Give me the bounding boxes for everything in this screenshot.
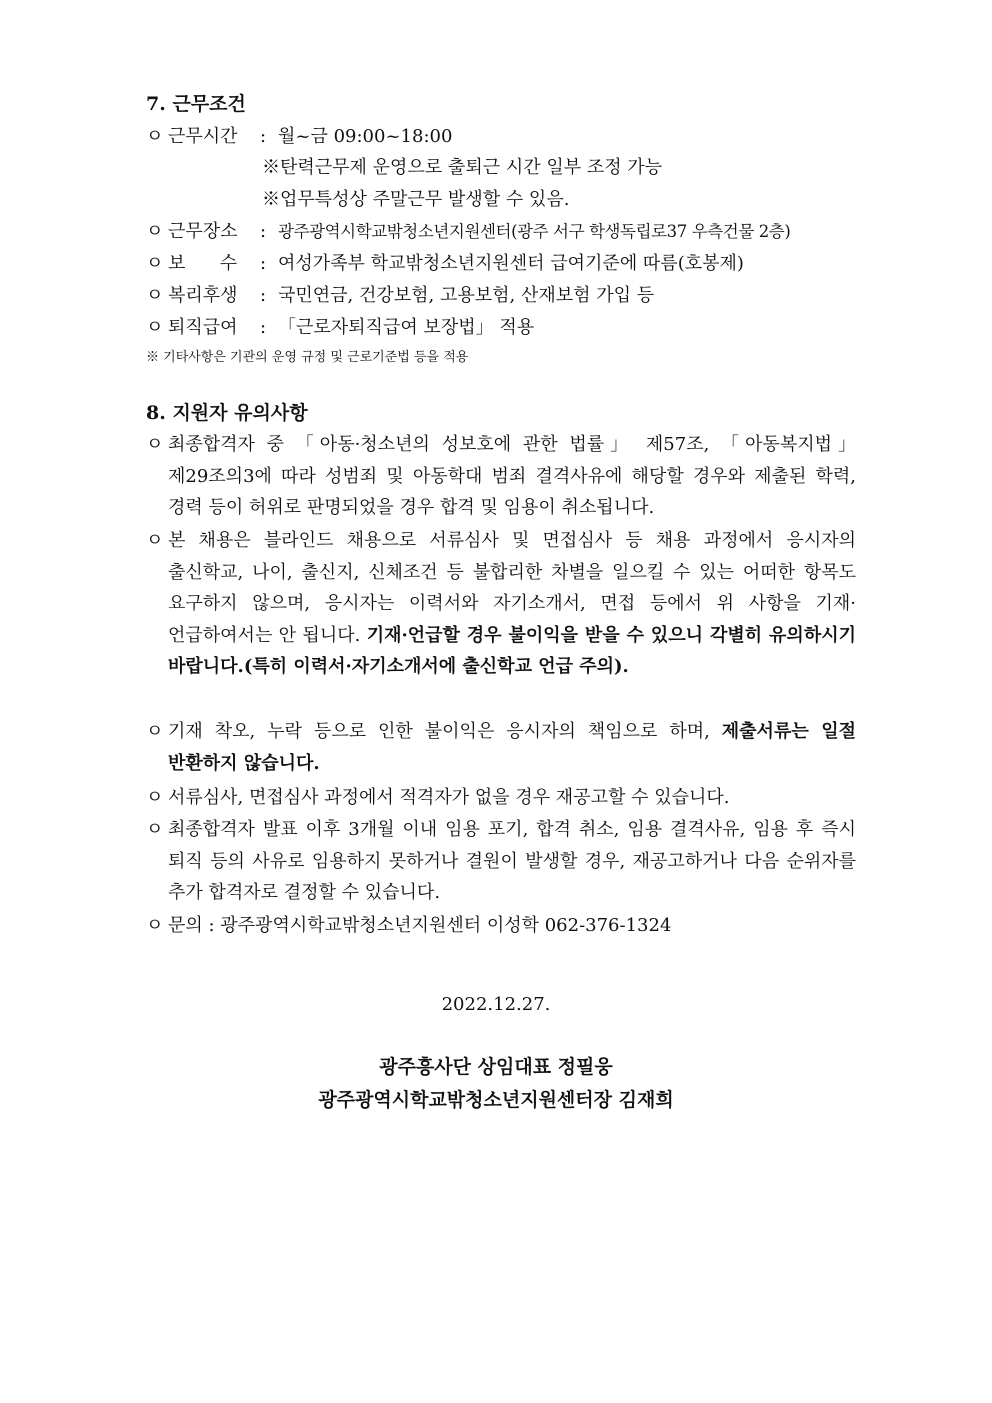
salary-value: 여성가족부 학교밖청소년지원센터 급여기준에 따름(호봉제): [278, 253, 744, 274]
notice-item-5: ㅇ 최종합격자 발표 이후 3개월 이내 임용 포기, 합격 취소, 임용 결격사유, 임용 후 즉시 퇴직 등의 사유로 임용하지 못하거나 결원이 발생할 경우, 재공고하거나 다음 순위자를 추가 합격자로 결정할 수 있습니다.: [146, 814, 856, 909]
bullet-icon: ㅇ: [146, 221, 164, 242]
notice-item-contact: ㅇ 문의 : 광주광역시학교밖청소년지원센터 이성학 062-376-1324: [146, 910, 856, 942]
notice-item-2-emphasis: 기재·언급할 경우 불이익을 받을 수 있으니 각별히 유의하시기 바랍니다.(특히 이력서·자기소개서에 출신학교 언급 주의).: [168, 624, 856, 677]
notice-item-3-emphasis: 제출서류는 일절 반환하지 않습니다.: [168, 721, 857, 774]
retirement-value: 「근로자퇴직급여 보장법」 적용: [278, 317, 535, 338]
work-location-value: 광주광역시학교밖청소년지원센터(광주 서구 학생독립로37 우측건물 2층): [278, 222, 791, 241]
signer-2: 광주광역시학교밖청소년지원센터장 김재희: [318, 1089, 674, 1111]
bullet-icon: ㅇ: [146, 530, 164, 551]
bullet-icon: ㅇ: [146, 126, 164, 147]
announcement-date: 2022.12.27.: [441, 994, 551, 1015]
work-location-label: 근무장소: [168, 221, 238, 242]
section-8-title: 8. 지원자 유의사항: [146, 402, 308, 424]
work-hours-label: 근무시간: [168, 126, 238, 147]
welfare-row: ㅇ 복리후생 : 국민연금, 건강보험, 고용보험, 산재보험 가입 등: [146, 283, 654, 309]
bullet-icon: ㅇ: [146, 787, 164, 808]
section-7-title: 7. 근무조건: [146, 93, 246, 115]
salary-label: 보 수: [168, 253, 238, 274]
work-hours-value: 월~금 09:00~18:00: [278, 126, 453, 147]
notice-item-3: ㅇ 기재 착오, 누락 등으로 인한 불이익은 응시자의 책임으로 하며, 제출서류는 일절 반환하지 않습니다.: [146, 716, 856, 779]
bullet-icon: ㅇ: [146, 819, 164, 840]
work-location-row: ㅇ 근무장소 : 광주광역시학교밖청소년지원센터(광주 서구 학생독립로37 우측건물 2층): [146, 219, 790, 245]
notice-item-2: ㅇ 본 채용은 블라인드 채용으로 서류심사 및 면접심사 등 채용 과정에서 응시자의 출신학교, 나이, 출신지, 신체조건 등 불합리한 차별을 일으킬 수 있는 어떠한 항목도 요구하지 않으며, 응시자는 이력서와 자기소개서, 면접 등에서 위 사항을 기재·언급하여서는 안 됩니다. 기재·언급할 경우 불이익을 받을 수 있으니 각별히 유의하시기 바랍니다.(특히 이력서·자기소개서에 출신학교 언급 주의).: [146, 525, 856, 683]
bullet-icon: ㅇ: [146, 285, 164, 306]
bullet-icon: ㅇ: [146, 721, 164, 742]
work-hours-note-flex: ※탄력근무제 운영으로 출퇴근 시간 일부 조정 가능: [262, 157, 663, 178]
work-hours-note-weekend: ※업무특성상 주말근무 발생할 수 있음.: [262, 189, 570, 210]
bullet-icon: ㅇ: [146, 915, 164, 936]
bullet-icon: ㅇ: [146, 253, 164, 274]
work-hours-row: ㅇ 근무시간 : 월~금 09:00~18:00: [146, 124, 452, 150]
salary-row: ㅇ 보 수 : 여성가족부 학교밖청소년지원센터 급여기준에 따름(호봉제): [146, 251, 744, 277]
bullet-icon: ㅇ: [146, 317, 164, 338]
notice-item-1: ㅇ 최종합격자 중 「아동·청소년의 성보호에 관한 법률」 제57조, 「아동복지법」 제29조의3에 따라 성범죄 및 아동학대 범죄 결격사유에 해당할 경우와 제출된 학력, 경력 등이 허위로 판명되었을 경우 합격 및 임용이 취소됩니다.: [146, 429, 856, 524]
section-7-footnote: ※ 기타사항은 기관의 운영 규정 및 근로기준법 등을 적용: [146, 350, 469, 365]
welfare-label: 복리후생: [168, 285, 238, 306]
bullet-icon: ㅇ: [146, 434, 164, 455]
retirement-row: ㅇ 퇴직급여 : 「근로자퇴직급여 보장법」 적용: [146, 315, 534, 341]
welfare-value: 국민연금, 건강보험, 고용보험, 산재보험 가입 등: [278, 285, 655, 306]
retirement-label: 퇴직급여: [168, 317, 238, 338]
notice-item-4: ㅇ 서류심사, 면접심사 과정에서 적격자가 없을 경우 재공고할 수 있습니다.: [146, 782, 856, 814]
signer-1: 광주흥사단 상임대표 정필웅: [379, 1056, 613, 1078]
